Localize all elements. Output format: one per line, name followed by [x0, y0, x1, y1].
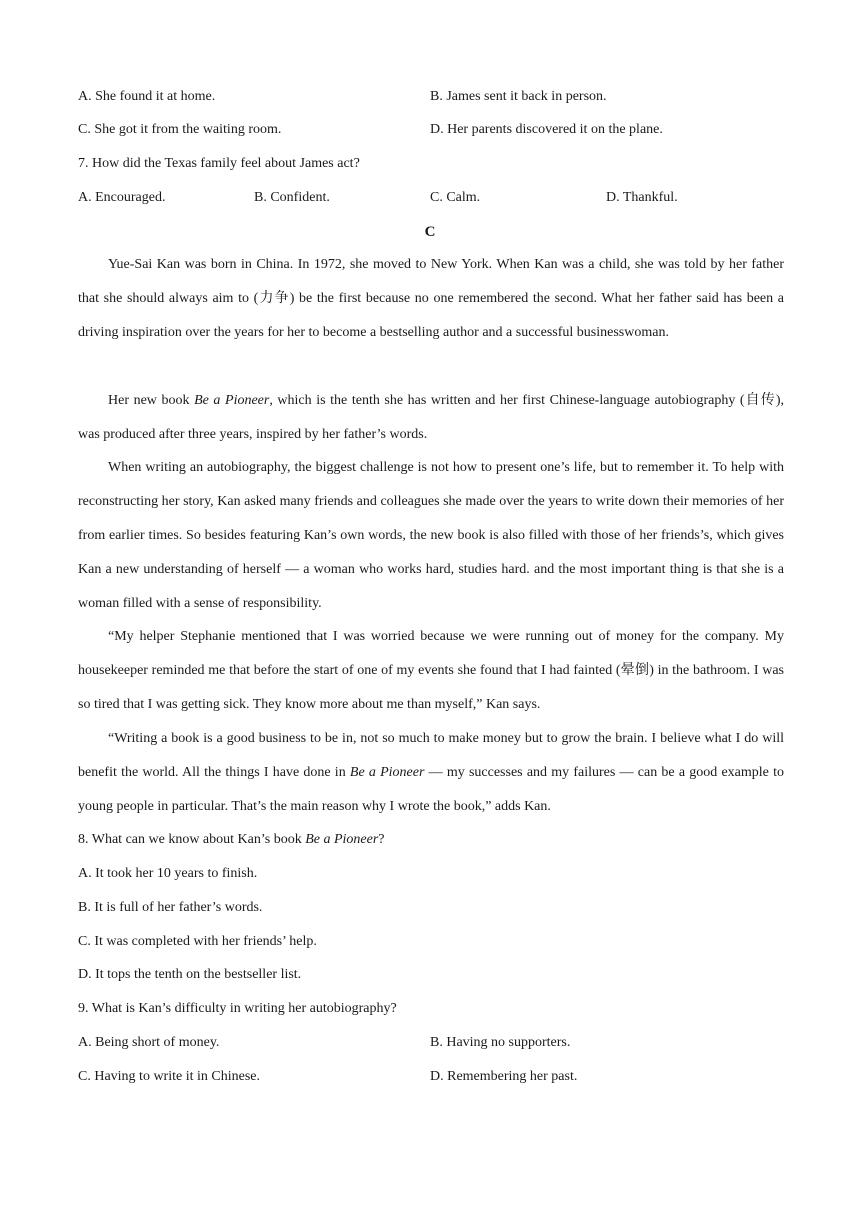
q8-stem	[78, 830, 385, 850]
q9-option-b: B. Having no supporters.	[430, 1035, 571, 1050]
passage-paragraph-3	[78, 451, 784, 621]
passage-paragraph-4	[78, 620, 784, 722]
q7-stem: 7. How did the Texas family feel about James act?	[78, 156, 360, 171]
passage-paragraph-5-text-after: — my successes and my failures — can be a good example to young people in particular. That’s the main reason why I wrote the book,” adds Kan.	[78, 764, 784, 814]
q9-stem: 9. What is Kan’s difficulty in writing her autobiography?	[78, 1001, 397, 1016]
section-heading: C	[424, 224, 436, 240]
q9-option-a: A. Being short of money.	[78, 1035, 220, 1050]
passage-paragraph-3-text: When writing an autobiography, the biggest challenge is not how to present one’s life, but to remember it. To help with reconstructing her story, Kan asked many friends and colleagues she made over the years to write down their memories of her from earlier times. So besides featuring Kan’s own words, the new book is also filled with those of her friends’s, which gives Kan a new understanding of herself — a woman who works hard, studies hard. and the most important thing is that she is a woman filled with a sense of responsibility.	[78, 460, 784, 611]
q7-option-b: B. Confident.	[254, 190, 330, 205]
passage-paragraph-5-text-before: “Writing a book is a good business to be in, not so much to make money but to grow the brain. I believe what I do will benefit the world. All the things I have done in	[78, 731, 784, 780]
q8-stem-before: 8. What can we know about Kan’s book	[78, 832, 306, 847]
passage-paragraph-2	[78, 384, 784, 452]
q8-stem-after: ?	[378, 832, 385, 847]
q8-option-d: D. It tops the tenth on the bestseller list.	[78, 967, 302, 982]
q9-option-d: D. Remembering her past.	[430, 1069, 578, 1084]
passage-paragraph-5	[78, 722, 784, 824]
q6-option-b: B. James sent it back in person.	[430, 89, 607, 104]
q8-option-b: B. It is full of her father’s words.	[78, 900, 263, 915]
passage-paragraph-1-text: Yue-Sai Kan was born in China. In 1972, she moved to New York. When Kan was a child, she was told by her father that she should always aim to (力争) be the first because no one remembered the second. What her father said has been a driving inspiration over the years for her to become a bestselling author and a successful businesswoman.	[78, 257, 784, 340]
book-title: Be a Pioneer	[349, 764, 425, 780]
q7-option-a: A. Encouraged.	[78, 190, 166, 205]
q6-option-c: C. She got it from the waiting room.	[78, 122, 282, 137]
book-title: Be a Pioneer	[305, 832, 379, 847]
passage-paragraph-2-text-before: Her new book	[108, 393, 195, 408]
q8-option-a: A. It took her 10 years to finish.	[78, 866, 258, 881]
q9-option-c: C. Having to write it in Chinese.	[78, 1069, 260, 1084]
q8-option-c: C. It was completed with her friends’ help.	[78, 934, 317, 949]
q7-option-d: D. Thankful.	[606, 190, 678, 205]
passage-paragraph-4-text: “My helper Stephanie mentioned that I was worried because we were running out of money for the company. My housekeeper reminded me that before the start of one of my events she found that I had fainted (晕倒) in the bathroom. I was so tired that I was getting sick. They know more about me than myself,” Kan says.	[78, 629, 784, 712]
q7-option-c: C. Calm.	[430, 190, 481, 205]
q6-option-d: D. Her parents discovered it on the plane.	[430, 122, 663, 137]
passage-paragraph-1	[78, 248, 784, 350]
passage-paragraph-2-text-after: , which is the tenth she has written and her first Chinese-language autobiography (自传), was produced after three years, inspired by her father’s words.	[78, 393, 784, 442]
book-title: Be a Pioneer	[194, 393, 270, 408]
q6-option-a: A. She found it at home.	[78, 89, 216, 104]
